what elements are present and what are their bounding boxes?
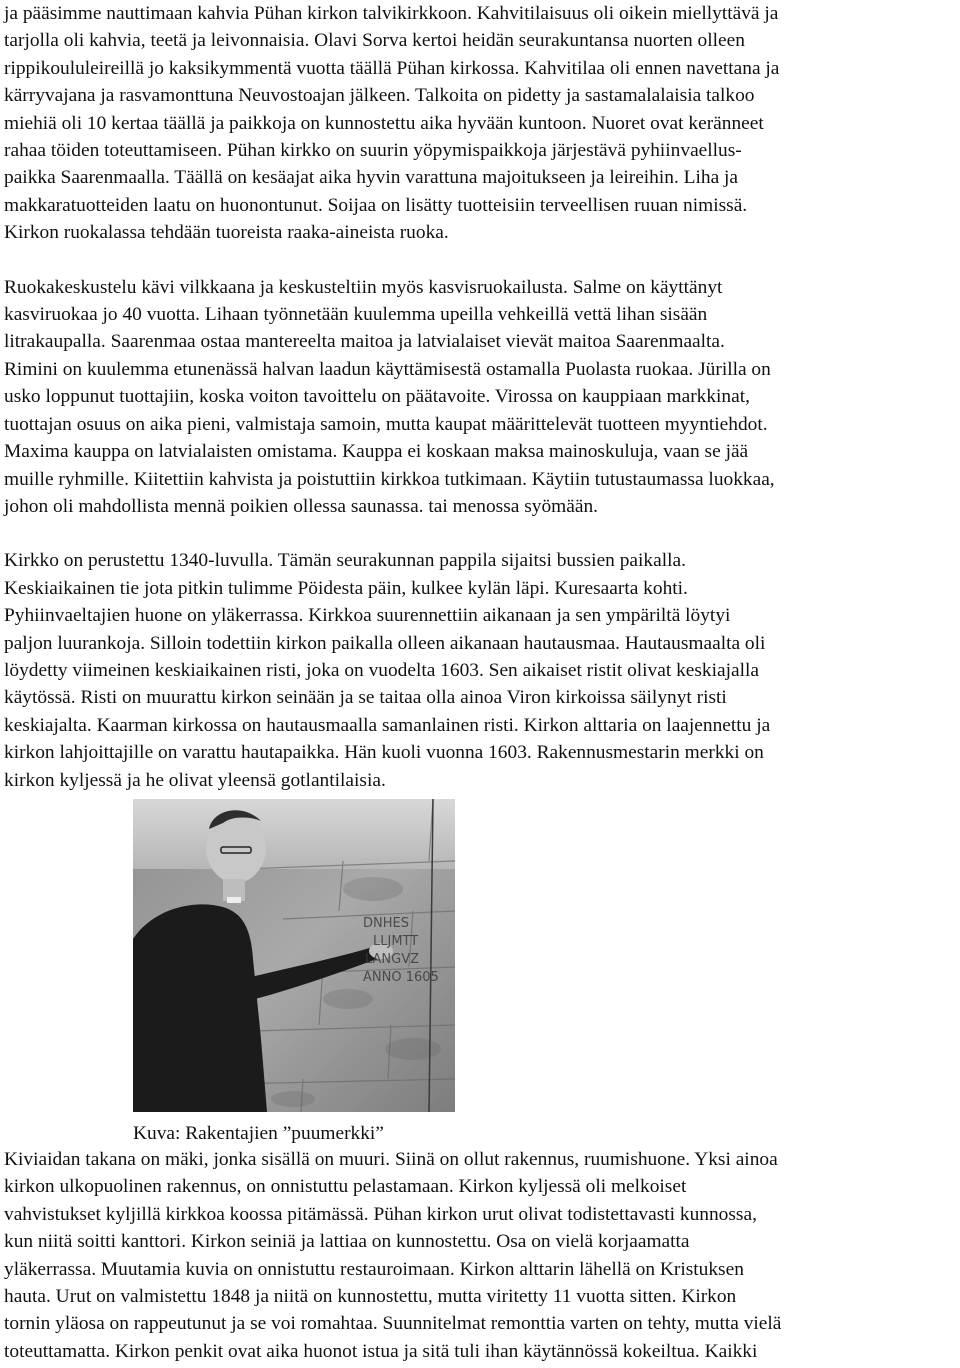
text-line: Pyhiinvaeltajien huone on yläkerrassa. Kirkkoa suurennettiin aikanaan ja sen ympäriltä löytyi: [4, 605, 731, 627]
text-line: kirkon lahjoittajille on varattu hautapaikka. Hän kuoli vuonna 1603. Rakennusmestarin merkki on: [4, 742, 764, 764]
text-line: yläkerrassa. Muutamia kuvia on onnistuttu restauroimaan. Kirkon alttarin lähellä on Kristuksen: [4, 1258, 744, 1280]
text-line: paikka Saarenmaalla. Täällä on kesäajat aika hyvin varattuna majoitukseen ja leireihin. Liha ja: [4, 167, 739, 189]
paragraph-gap: [4, 247, 956, 274]
text-line: hauta. Urut on valmistettu 1848 ja niitä on kunnostettu, mutta viritetty 11 vuotta sitten. Kirkon: [4, 1286, 737, 1308]
figure-caption: Kuva: Rakentajien ”puumerkki”: [133, 1123, 384, 1144]
document-body-continued: [4, 1146, 956, 1365]
text-line: vahvistukset kyljillä kirkkoa koossa pitämässä. Pühan kirkon urut olivat todistettavasti kunnossa,: [4, 1203, 757, 1225]
text-line: johon oli mahdollista mennä poikien ollessa saunassa. tai menossa syömään.: [4, 495, 598, 517]
photo-priest-at-wall: [133, 799, 455, 1112]
inscription-line: LLJMTT: [373, 934, 419, 949]
text-line: miehiä oli 10 kertaa täällä ja paikkoja on kunnostettu aika hyvään kuntoon. Nuoret ovat keränneet: [4, 112, 764, 134]
text-line: muille ryhmille. Kiitettiin kahvista ja poistuttiin kirkkoa tutkimaan. Käytiin tutustaumassa luokkaa,: [4, 468, 775, 490]
text-line: usko loppunut tuottajiin, koska voiton tavoittelu on päätavoite. Virossa on kauppiaan markkinat,: [4, 386, 750, 408]
paragraph-church-history: [4, 547, 956, 794]
text-line: löydetty viimeinen keskiaikainen risti, joka on vuodelta 1603. Sen aikaiset ristit olivat keskiajalla: [4, 659, 759, 681]
inscription-line: LANGVZ: [365, 952, 420, 967]
paragraph-food-discussion: [4, 274, 956, 521]
text-line: Ruokakeskustelu kävi vilkkaana ja keskusteltiin myös kasvisruokailusta. Salme on käyttänyt: [4, 276, 723, 298]
text-line: tornin yläosa on rappeutunut ja se voi romahtaa. Suunnitelmat remonttia varten on tehty, mutta vielä: [4, 1313, 782, 1335]
text-line: makkaratuotteiden laatu on huonontunut. Soijaa on lisätty tuotteisiin terveellisen ruuan nimissä.: [4, 194, 748, 216]
document-body: [4, 0, 956, 794]
paragraph-gap: [4, 520, 956, 547]
inscription-line: DNHES: [363, 916, 409, 931]
text-line: kärryvajana ja rasvamonttuna Neuvostoajan jälkeen. Talkoita on pidetty ja sastamalalaisia talkoo: [4, 85, 755, 107]
text-line: tuottajan osuus on aika pieni, valmistaja samoin, mutta kaupat määrittelevät tuotteen myyntiehdot.: [4, 413, 768, 435]
text-line: litrakaupalla. Saarenmaa ostaa mantereelta maitoa ja latvialaiset vievät maitoa Saarenmaalta.: [4, 331, 725, 353]
text-line: Kirkko on perustettu 1340-luvulla. Tämän seurakunnan pappila sijaitsi bussien paikalla.: [4, 550, 686, 572]
text-line: kun niitä soitti kanttori. Kirkon seiniä ja lattiaa on kunnostettu. Osa on vielä korjaamatta: [4, 1231, 690, 1253]
text-line: rahaa töiden toteuttamiseen. Pühan kirkko on suurin yöpymispaikkoja järjestävä pyhiinvaellus-: [4, 140, 742, 162]
text-line: käytössä. Risti on muurattu kirkon seinään ja se taitaa olla ainoa Viron kirkoissa säilynyt risti: [4, 687, 727, 709]
text-line: Keskiaikainen tie jota pitkin tulimme Pöidesta päin, kulkee kylän läpi. Kuresaarta kohti.: [4, 577, 688, 599]
text-line: toteuttamatta. Kirkon penkit ovat aika huonot istua ja sitä tuli ihan käytännössä kokeiltua. Kaikki: [4, 1340, 758, 1362]
text-line: tarjolla oli kahvia, teetä ja leivonnaisia. Olavi Sorva kertoi heidän seurakuntansa nuorten olleen: [4, 30, 745, 52]
text-line: Rimini on kuulemma etunenässä halvan laadun käyttämisestä ostamalla Puolasta ruokaa. Jürilla on: [4, 358, 771, 380]
text-line: kasviruokaa jo 40 vuotta. Lihaan työnnetään kuulemma upeilla vehkeillä vettä lihan sisään: [4, 304, 708, 326]
paragraph-coffee: [4, 0, 956, 247]
text-line: keskiajalta. Kaarman kirkossa on hautausmaalla samanlainen risti. Kirkon alttaria on laajennettu ja: [4, 714, 771, 736]
text-line: paljon luurankoja. Silloin todettiin kirkon paikalla olleen aikanaan hautausmaa. Hautausmaalta oli: [4, 632, 766, 654]
text-line: kirkon ulkopuolinen rakennus, on onnistuttu pelastamaan. Kirkon kyljessä oli melkoiset: [4, 1176, 687, 1198]
text-line: Kirkon ruokalassa tehdään tuoreista raaka-aineista ruoka.: [4, 222, 449, 244]
inscription-line: ANNO 1605: [363, 970, 439, 985]
text-line: kirkon kyljessä ja he olivat yleensä gotlantilaisia.: [4, 769, 386, 791]
paragraph-church-grounds: [4, 1146, 956, 1365]
text-line: Maxima kauppa on latvialaisten omistama. Kauppa ei koskaan maksa mainoskuluja, vaan se jää: [4, 441, 749, 463]
text-line: rippikoululeireillä jo kaksikymmentä vuotta täällä Pühan kirkossa. Kahvitilaa oli ennen navettana ja: [4, 57, 780, 79]
text-line: Kiviaidan takana on mäki, jonka sisällä on muuri. Siinä on ollut rakennus, ruumishuone. Yksi ainoa: [4, 1149, 778, 1170]
text-line: ja pääsimme nauttimaan kahvia Pühan kirkon talvikirkkoon. Kahvitilaisuus oli oikein miellyttävä ja: [4, 3, 779, 24]
